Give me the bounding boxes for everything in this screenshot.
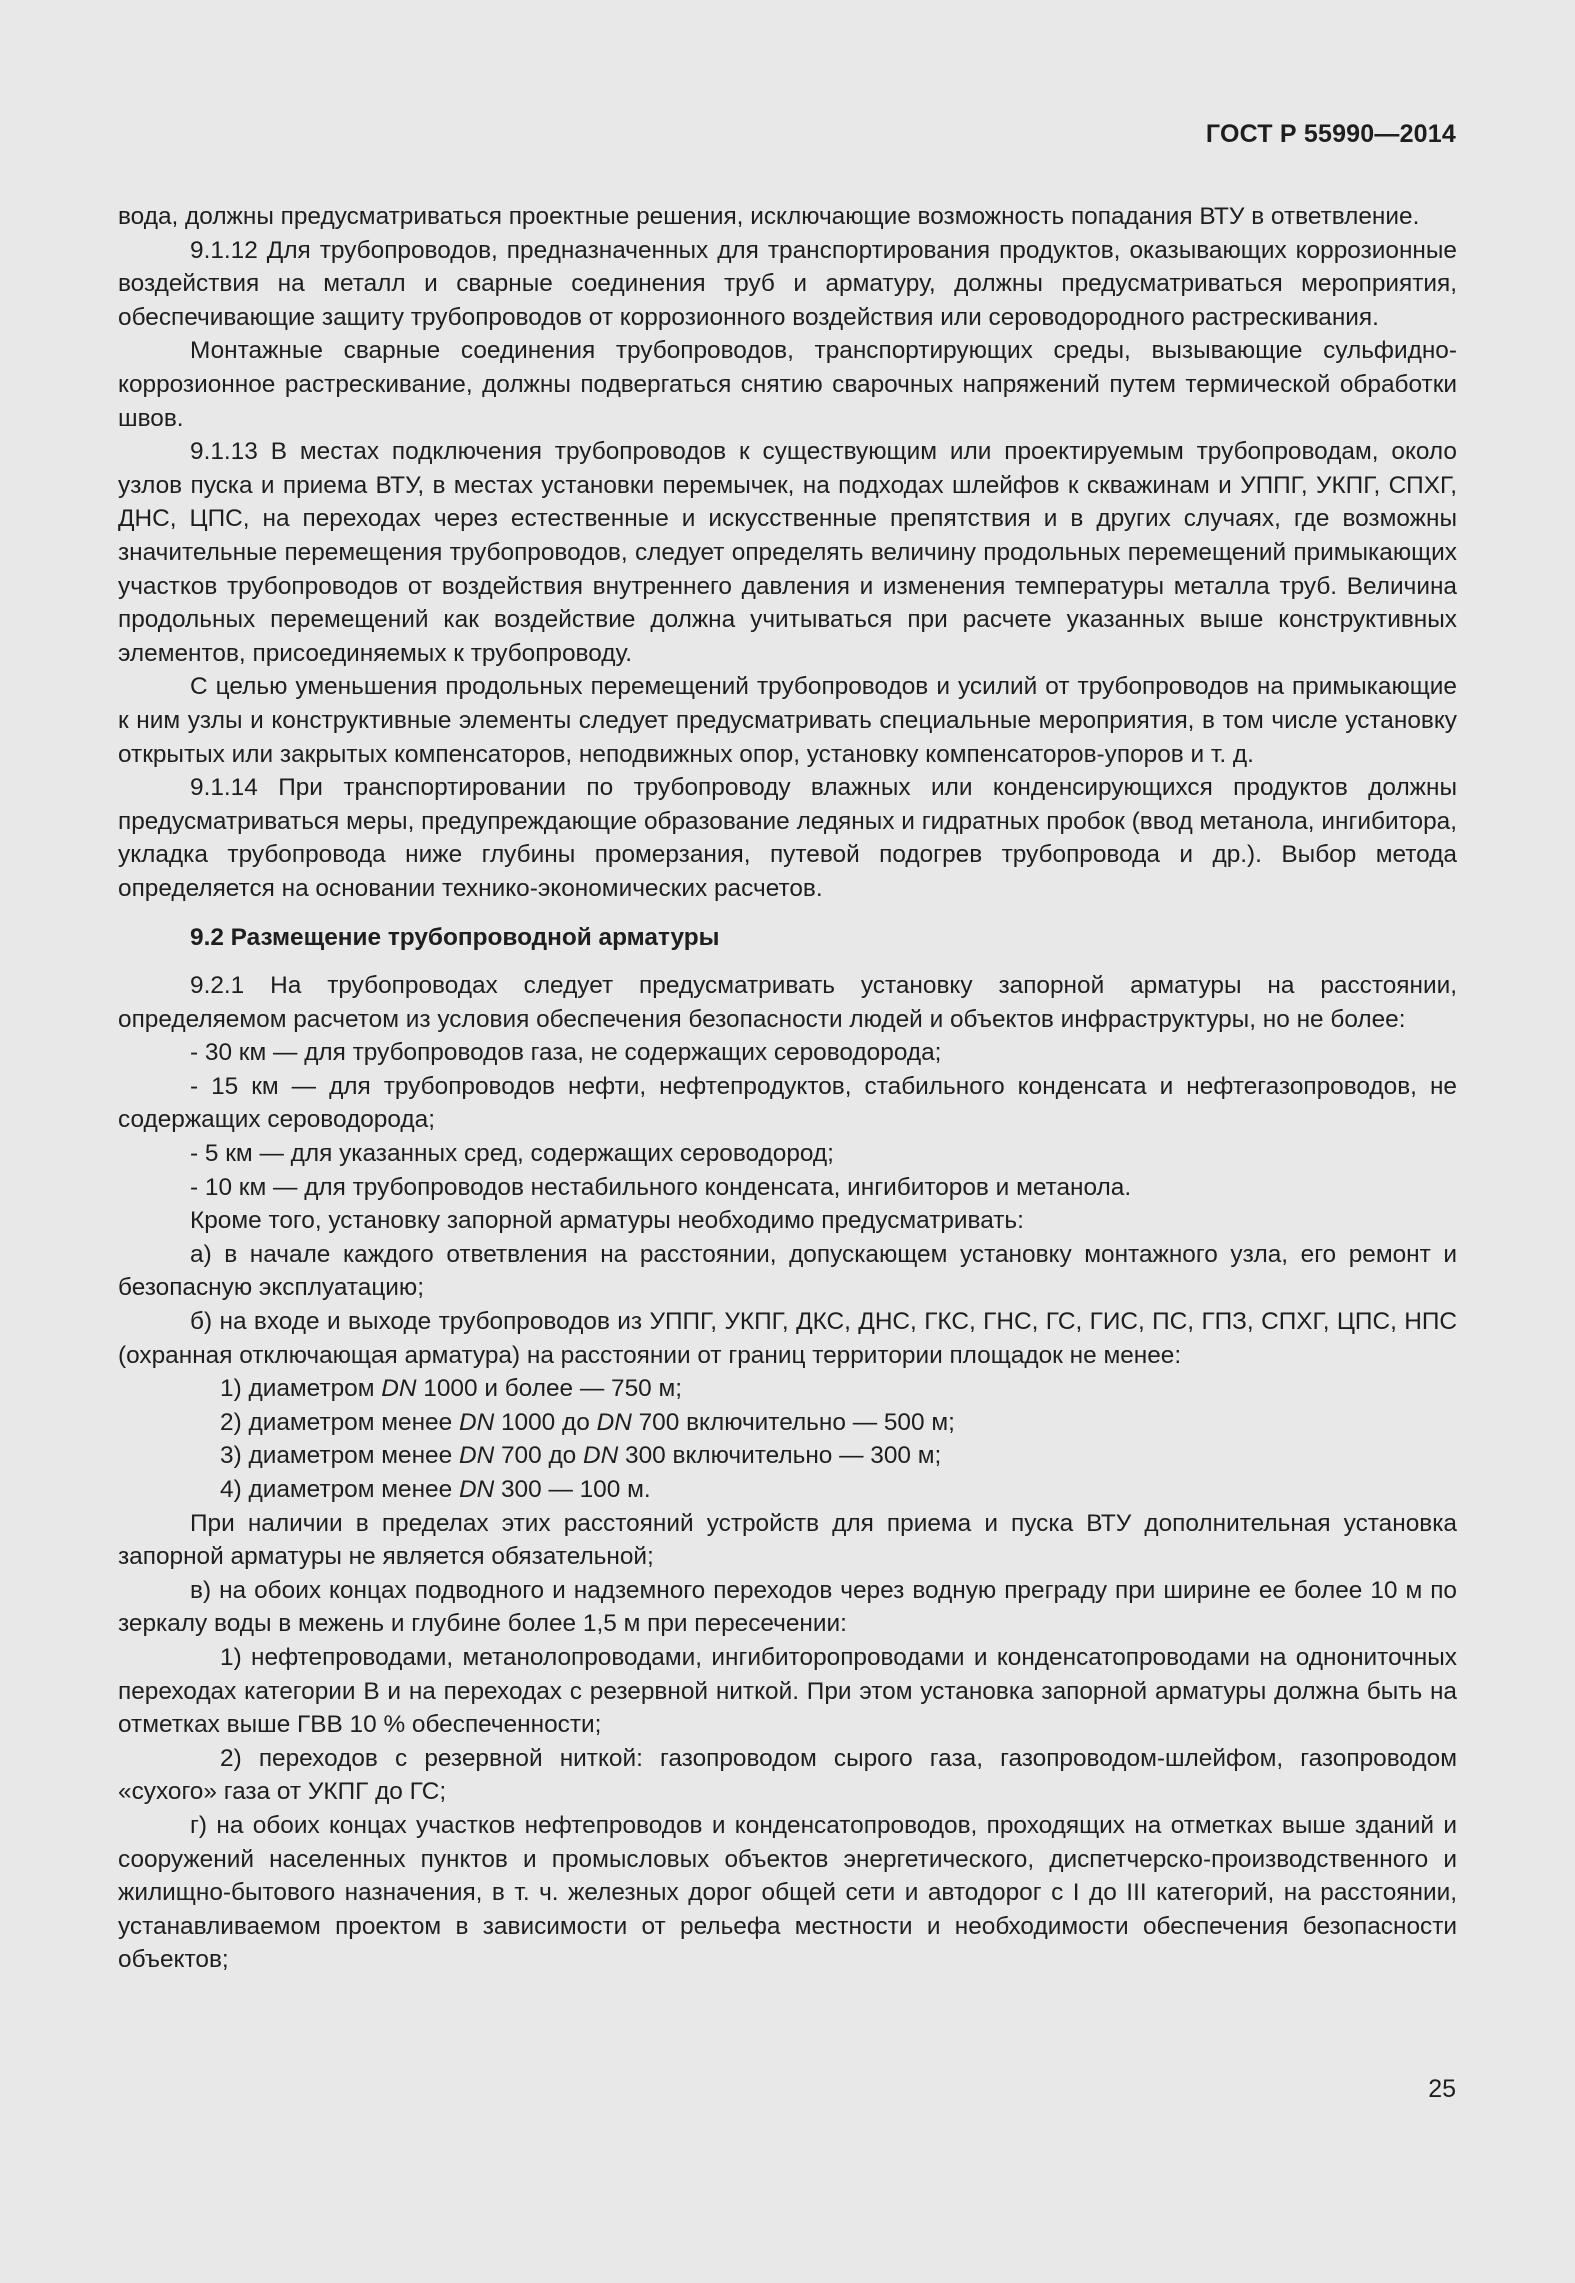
document-header: ГОСТ Р 55990—2014 — [1205, 120, 1456, 148]
paragraph-group-9-1 — [118, 200, 1457, 905]
paragraph: 9.2.1 На трубопроводах следует предусматривать установку запорной арматуры на расстоянии, определяемом расчетом из условия обеспечения безопасности людей и объектов инфраструктуры, но не более: — [118, 972, 1457, 1033]
paragraph: Монтажные сварные соединения трубопроводов, транспортирующих среды, вызывающие сульфидно-коррозионное растрескивание, должны подвергаться снятию сварочных напряжений путем термической обработки швов. — [118, 337, 1457, 432]
paragraph: 1) нефтепроводами, метанолопроводами, ингибиторопроводами и конденсатопроводами на однониточных переходах категории В и на переходах с резервной ниткой. При этом установка запорной арматуры должна быть на отметках выше ГВВ 10 % обеспеченности; — [118, 1643, 1457, 1739]
paragraph: С целью уменьшения продольных перемещений трубопроводов и усилий от трубопроводов на примыкающие к ним узлы и конструктивные элементы следует предусматривать специальные мероприятия, в том числе установку открытых или закрытых компенсаторов, неподвижных опор, установку компенсаторов-упоров и т. д. — [118, 673, 1457, 768]
paragraph-group-9-2 — [118, 969, 1457, 1372]
diameter-text: 3) диаметром менее — [220, 1442, 459, 1470]
paragraph: При наличии в пределах этих расстояний устройств для приема и пуска ВТУ дополнительная установка запорной арматуры не является обязательной; — [118, 1509, 1457, 1571]
diameter-item — [118, 1473, 1457, 1507]
paragraph: 9.1.13 В местах подключения трубопроводов к существующим или проектируемым трубопроводам, около узлов пуска и приема ВТУ, в местах установки перемычек, на подходах шлейфов к скважинам и УППГ, УКПГ, СПХГ, ДНС, ЦПС, на переходах через естественные и искусственные препятствия и в других случаях, где возможны значительные перемещения трубопроводов, следует определять величину продольных перемещений примыкающих участков трубопроводов от воздействия внутреннего давления и изменения температуры металла труб. Величина продольных перемещений как воздействие должна учитываться при расчете указанных выше конструктивных элементов, присоединяемых к трубопроводу. — [118, 438, 1457, 667]
dn-symbol: DN — [583, 1442, 619, 1470]
diameter-item — [118, 1372, 1457, 1406]
page-number: 25 — [1428, 2075, 1456, 2103]
paragraph: 2) переходов с резервной ниткой: газопроводом сырого газа, газопроводом-шлейфом, газопроводом «сухого» газа от УКПГ до ГС; — [118, 1744, 1457, 1806]
dn-symbol: DN — [381, 1375, 417, 1403]
diameter-text: 2) диаметром менее — [220, 1408, 459, 1436]
diameter-text: 700 до — [494, 1442, 584, 1470]
paragraph: - 15 км — для трубопроводов нефти, нефтепродуктов, стабильного конденсата и нефтегазопроводов, не содержащих сероводорода; — [118, 1072, 1457, 1134]
paragraph: 9.1.12 Для трубопроводов, предназначенных для транспортирования продуктов, оказывающих коррозионные воздействия на металл и сварные соединения труб и арматуру, должны предусматриваться мероприятия, обеспечивающие защиту трубопроводов от коррозионного воздействия или сероводородного растрескивания. — [118, 236, 1457, 331]
dn-symbol: DN — [596, 1408, 632, 1436]
paragraph: а) в начале каждого ответвления на расстоянии, допускающем установку монтажного узла, его ремонт и безопасную эксплуатацию; — [118, 1240, 1457, 1302]
paragraph: вода, должны предусматриваться проектные решения, исключающие возможность попадания ВТУ в ответвление. — [118, 203, 1420, 230]
paragraph: 9.1.14 При транспортировании по трубопроводу влажных или конденсирующихся продуктов должны предусматриваться меры, предупреждающие образование ледяных и гидратных пробок (ввод метанола, ингибитора, укладка трубопровода ниже глубины промерзания, путевой подогрев трубопровода и др.). Выбор метода определяется на основании технико-экономических расчетов. — [118, 774, 1457, 902]
diameter-text: 1000 и более — 750 м; — [416, 1375, 683, 1403]
section-title: 9.2 Размещение трубопроводной арматуры — [190, 924, 720, 952]
paragraph: - 5 км — для указанных сред, содержащих сероводород; — [190, 1140, 834, 1168]
diameter-text: 300 — 100 м. — [494, 1475, 651, 1503]
paragraph: Кроме того, установку запорной арматуры необходимо предусматривать: — [190, 1207, 1024, 1235]
diameter-item — [118, 1439, 1457, 1473]
diameter-text: 300 включительно — 300 м; — [618, 1442, 942, 1470]
diameter-text: 1) диаметром — [220, 1375, 382, 1403]
dn-symbol: DN — [458, 1475, 495, 1503]
dn-symbol: DN — [458, 1442, 495, 1470]
document-body — [118, 200, 1457, 1977]
diameter-text: 1000 до — [494, 1408, 597, 1436]
paragraph-group-9-2-cont — [118, 1507, 1457, 1977]
paragraph: г) на обоих концах участков нефтепроводов и конденсатопроводов, проходящих на отметках выше зданий и сооружений населенных пунктов и промысловых объектов энергетического, диспетчерско-производственного и жилищно-бытового назначения, в т. ч. железных дорог общей сети и автодорог с I до III категорий, на расстоянии, устанавливаемом проектом в зависимости от рельефа местности и необходимости обеспечения безопасности объектов; — [118, 1811, 1457, 1974]
diameter-item — [118, 1406, 1457, 1440]
paragraph: б) на входе и выходе трубопроводов из УППГ, УКПГ, ДКС, ДНС, ГКС, ГНС, ГС, ГИС, ПС, ГПЗ, СПХГ, ЦПС, НПС (охранная отключающая арматура) на расстоянии от границ территории площадок не менее: — [118, 1308, 1457, 1369]
paragraph: - 30 км — для трубопроводов газа, не содержащих сероводорода; — [190, 1039, 942, 1067]
dn-symbol: DN — [458, 1408, 495, 1436]
diameter-text: 4) диаметром менее — [220, 1475, 459, 1503]
paragraph: - 10 км — для трубопроводов нестабильного конденсата, ингибиторов и метанола. — [190, 1173, 1132, 1201]
diameter-list — [118, 1372, 1457, 1506]
paragraph: в) на обоих концах подводного и надземного переходов через водную преграду при ширине ее более 10 м по зеркалу воды в межень и глубине более 1,5 м при пересечении: — [118, 1576, 1457, 1638]
diameter-text: 700 включительно — 500 м; — [631, 1408, 955, 1436]
